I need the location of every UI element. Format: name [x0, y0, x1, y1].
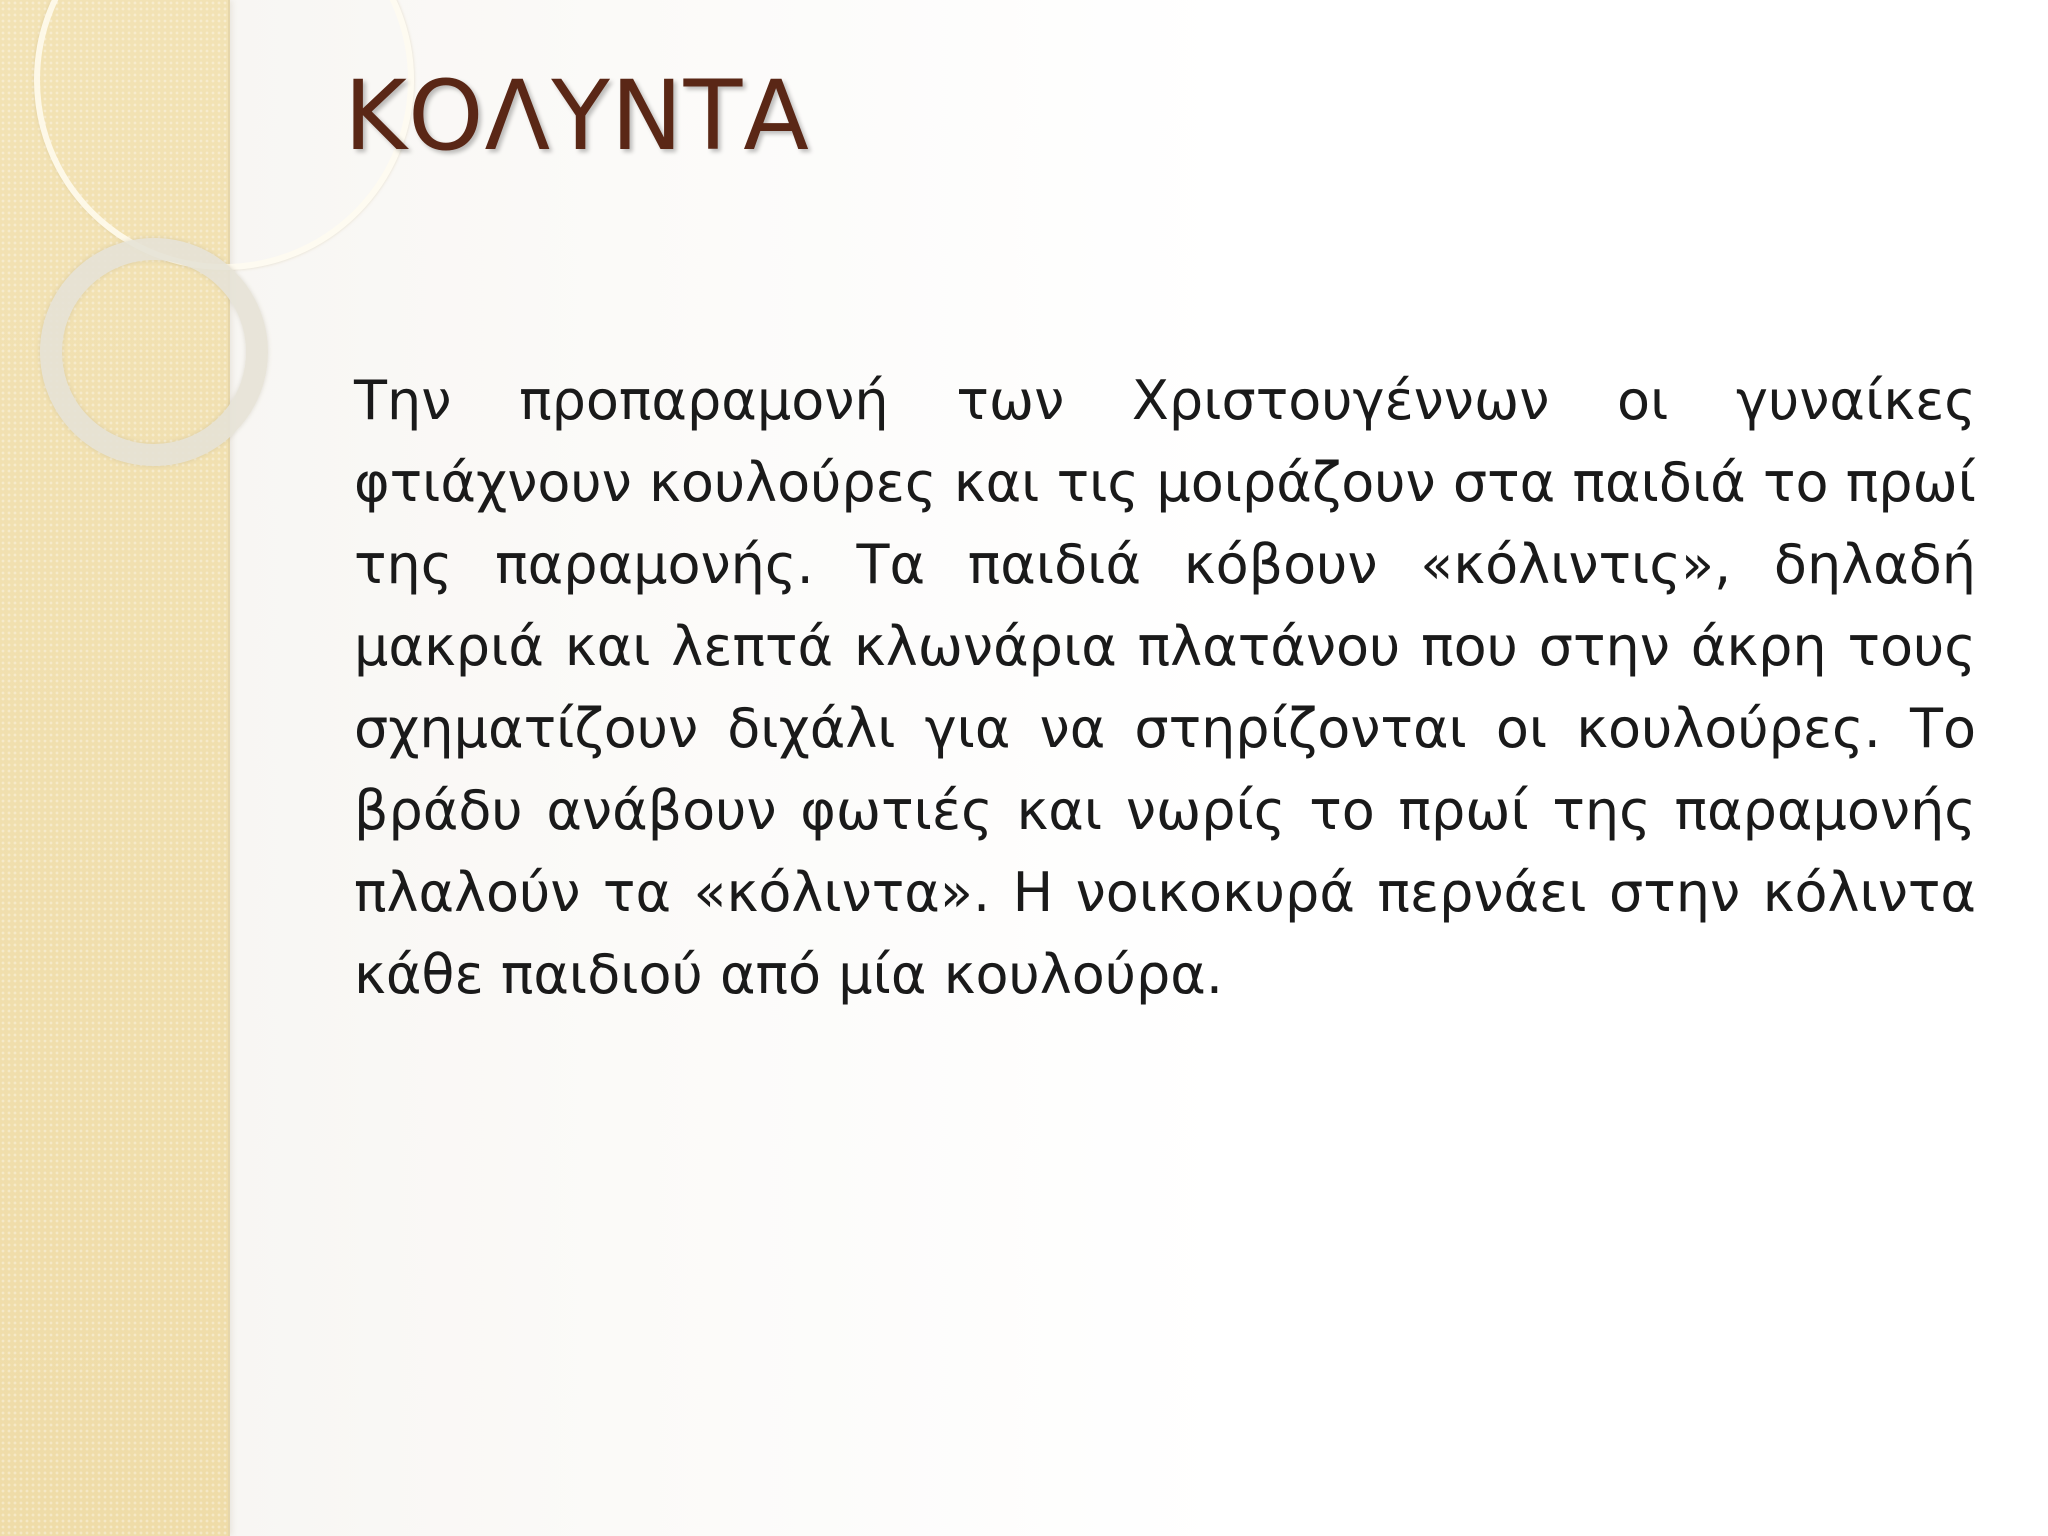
slide-body-text: Την προπαραμονή των Χριστουγέννων οι γυναίκες φτιάχνουν κουλούρες και τις μοιράζουν στα παιδιά το πρωί της παραμονής. Τα παιδιά κόβουν «κόλιντις», δηλαδή μακριά και λεπτά κλωνάρια πλατάνου που στην άκρη τους σχηματίζουν διχάλι για να στηρίζονται οι κουλούρες. Το βράδυ ανάβουν φωτιές και νωρίς το πρωί της παραμονής πλαλούν τα «κόλιντα». Η νοικοκυρά περνάει στην κόλιντα κάθε παιδιού από μία κουλούρα.	[354, 369, 1976, 1006]
decorative-small-ring	[40, 238, 268, 466]
slide-title: ΚΟΛΥΝΤΑ	[344, 60, 810, 172]
